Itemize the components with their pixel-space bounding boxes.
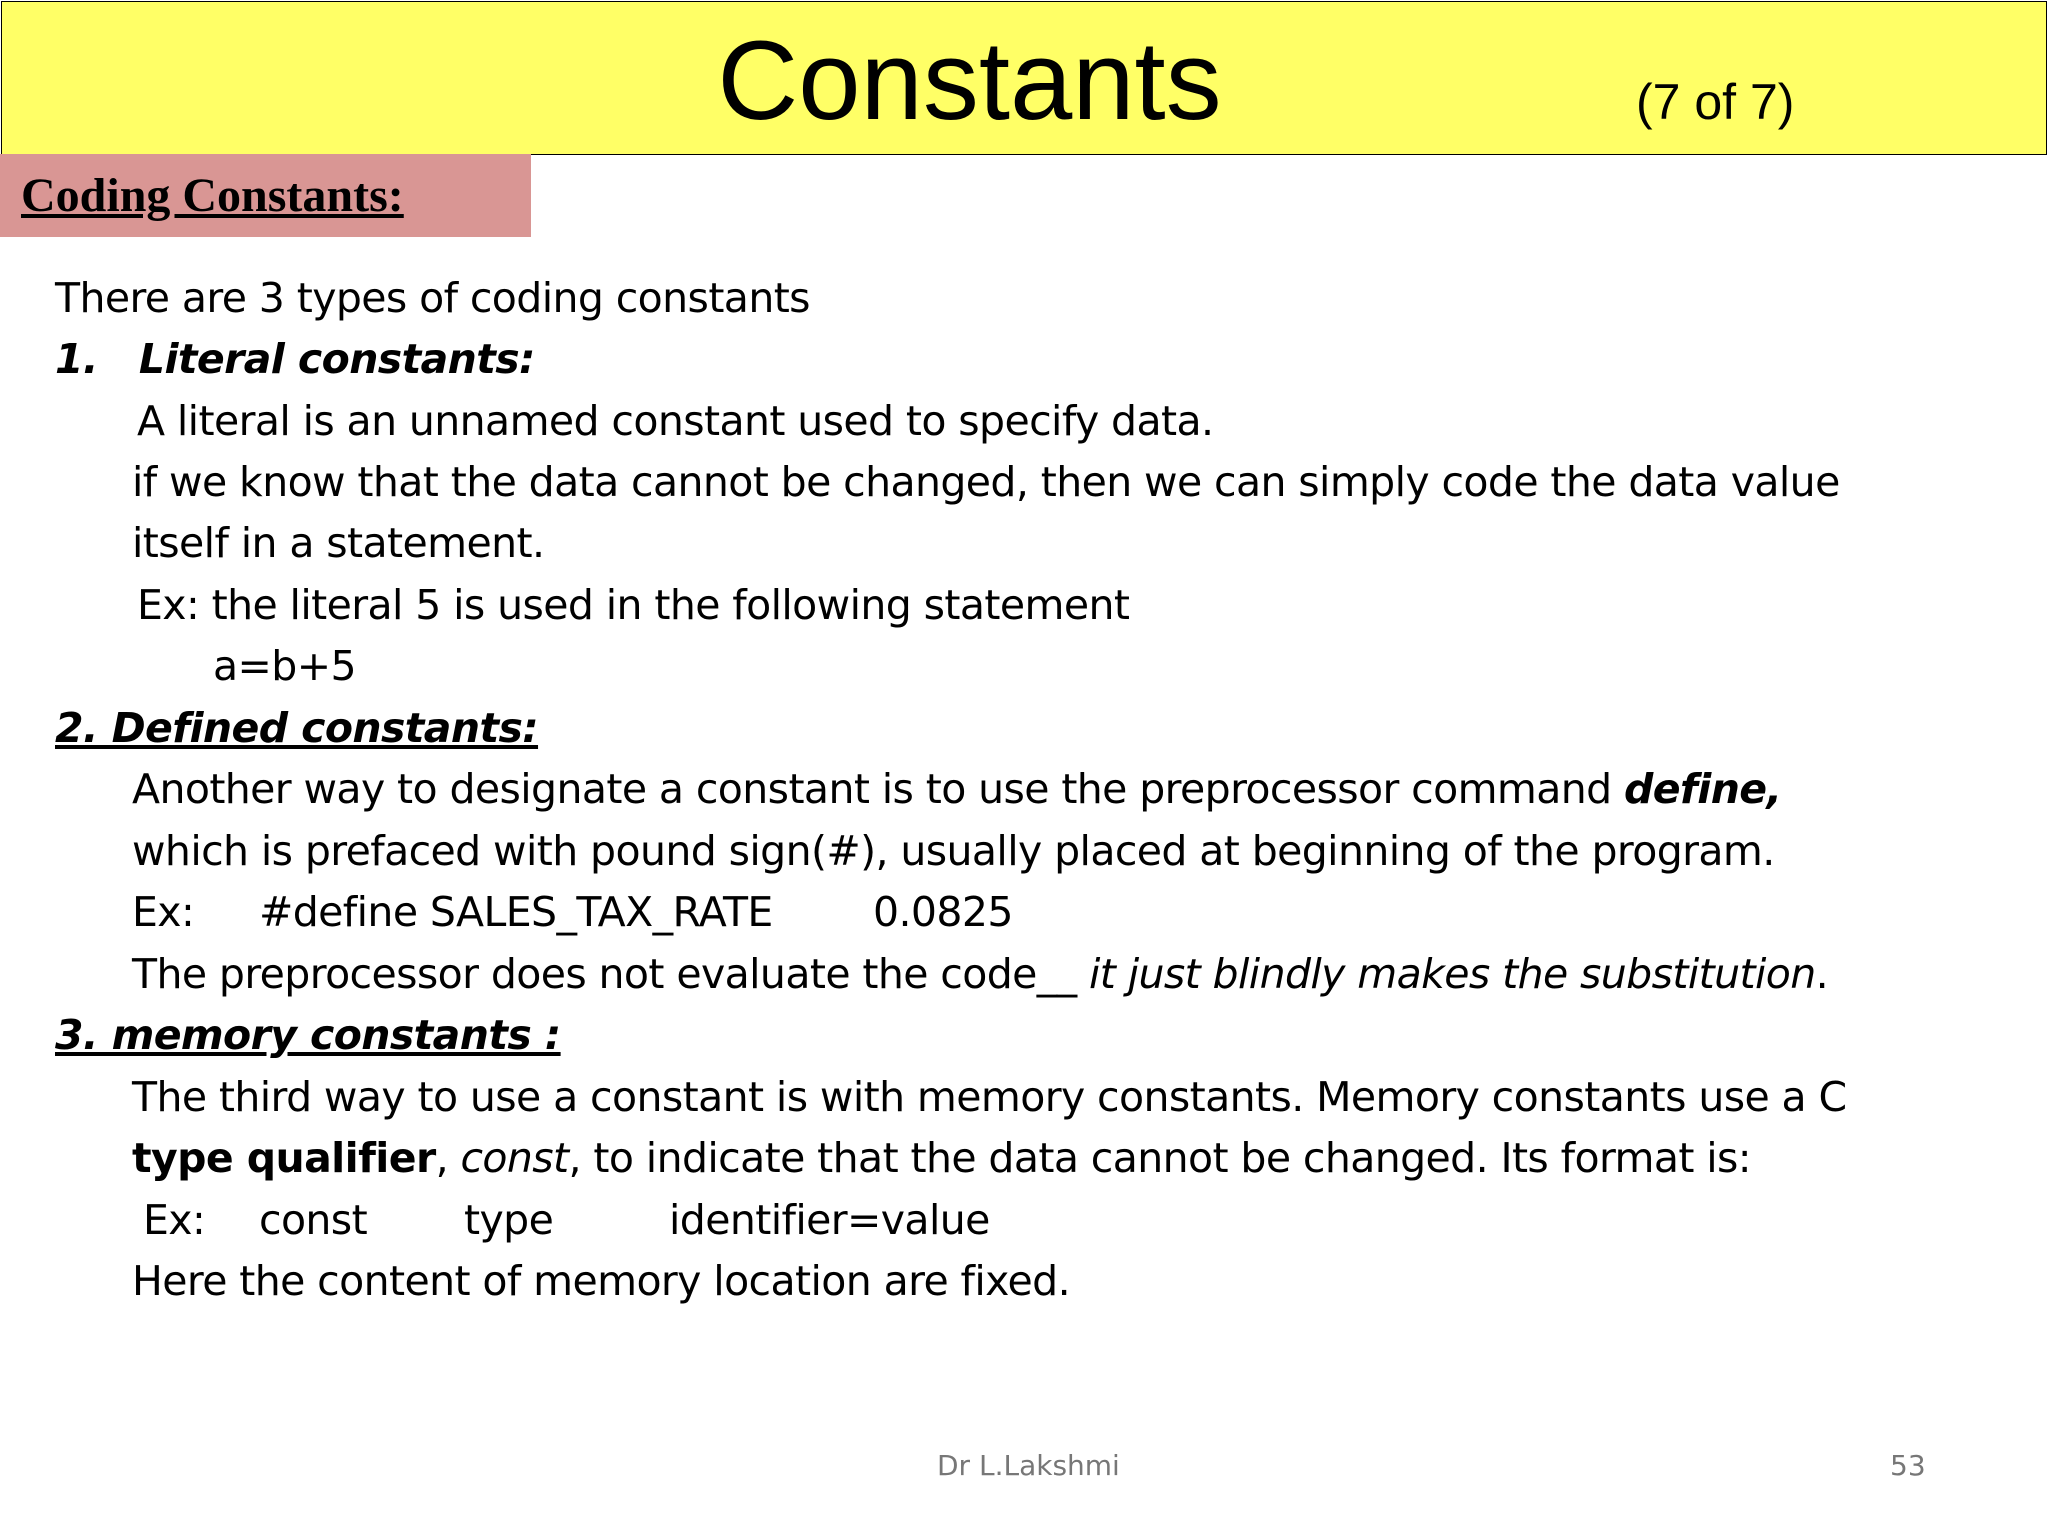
item3-heading: 3. memory constants : xyxy=(55,1011,561,1059)
item2-line4-text: The preprocessor does not evaluate the code__ xyxy=(132,950,1090,998)
item2-line4 xyxy=(132,946,1828,1002)
item1-line1: A literal is an unnamed constant used to specify data. xyxy=(137,397,1214,445)
item2-ex-value: 0.0825 xyxy=(873,888,1013,936)
item3-ex-label: Ex: xyxy=(143,1196,206,1244)
slide-counter: (7 of 7) xyxy=(1636,74,1795,130)
item1-code: a=b+5 xyxy=(213,642,356,690)
footer-author: Dr L.Lakshmi xyxy=(937,1449,1120,1482)
item1-line4: Ex: the literal 5 is used in the following statement xyxy=(137,581,1130,629)
item3-ex-identifier: identifier=value xyxy=(669,1196,990,1244)
section-label: Coding Constants: xyxy=(21,169,404,222)
item3-ex-type: type xyxy=(464,1196,554,1244)
item2-line1 xyxy=(132,761,1781,817)
item1-heading: 1. Literal constants: xyxy=(55,335,535,383)
item3-line2-text: , to indicate that the data cannot be changed. Its format is: xyxy=(568,1134,1752,1182)
item3-line2-sep: , xyxy=(435,1134,461,1182)
item3-line4: Here the content of memory location are fixed. xyxy=(132,1257,1071,1305)
item3-line1: The third way to use a constant is with memory constants. Memory constants use a C xyxy=(132,1073,1847,1121)
item2-line4-italic: it just blindly makes the substitution xyxy=(1089,950,1816,998)
item2-line1-text: Another way to designate a constant is to use the preprocessor command xyxy=(132,765,1625,813)
item3-ex-const: const xyxy=(259,1196,368,1244)
item2-line2: which is prefaced with pound sign(#), usually placed at beginning of the program. xyxy=(132,827,1775,875)
const-keyword: const xyxy=(460,1134,569,1182)
item2-ex-code: #define SALES_TAX_RATE xyxy=(259,888,773,936)
intro-text: There are 3 types of coding constants xyxy=(55,274,810,322)
item2-line4-end: . xyxy=(1815,950,1829,998)
type-qualifier-term: type qualifier xyxy=(132,1134,436,1182)
page-number: 53 xyxy=(1890,1449,1926,1482)
item2-ex-label: Ex: xyxy=(132,888,195,936)
define-keyword: define, xyxy=(1624,765,1782,813)
slide-title: Constants xyxy=(717,18,1222,143)
item1-line2: if we know that the data cannot be changed, then we can simply code the data value xyxy=(132,458,1840,506)
item3-line2 xyxy=(132,1130,1751,1186)
item2-heading: 2. Defined constants: xyxy=(55,704,539,752)
item1-line3: itself in a statement. xyxy=(132,519,545,567)
